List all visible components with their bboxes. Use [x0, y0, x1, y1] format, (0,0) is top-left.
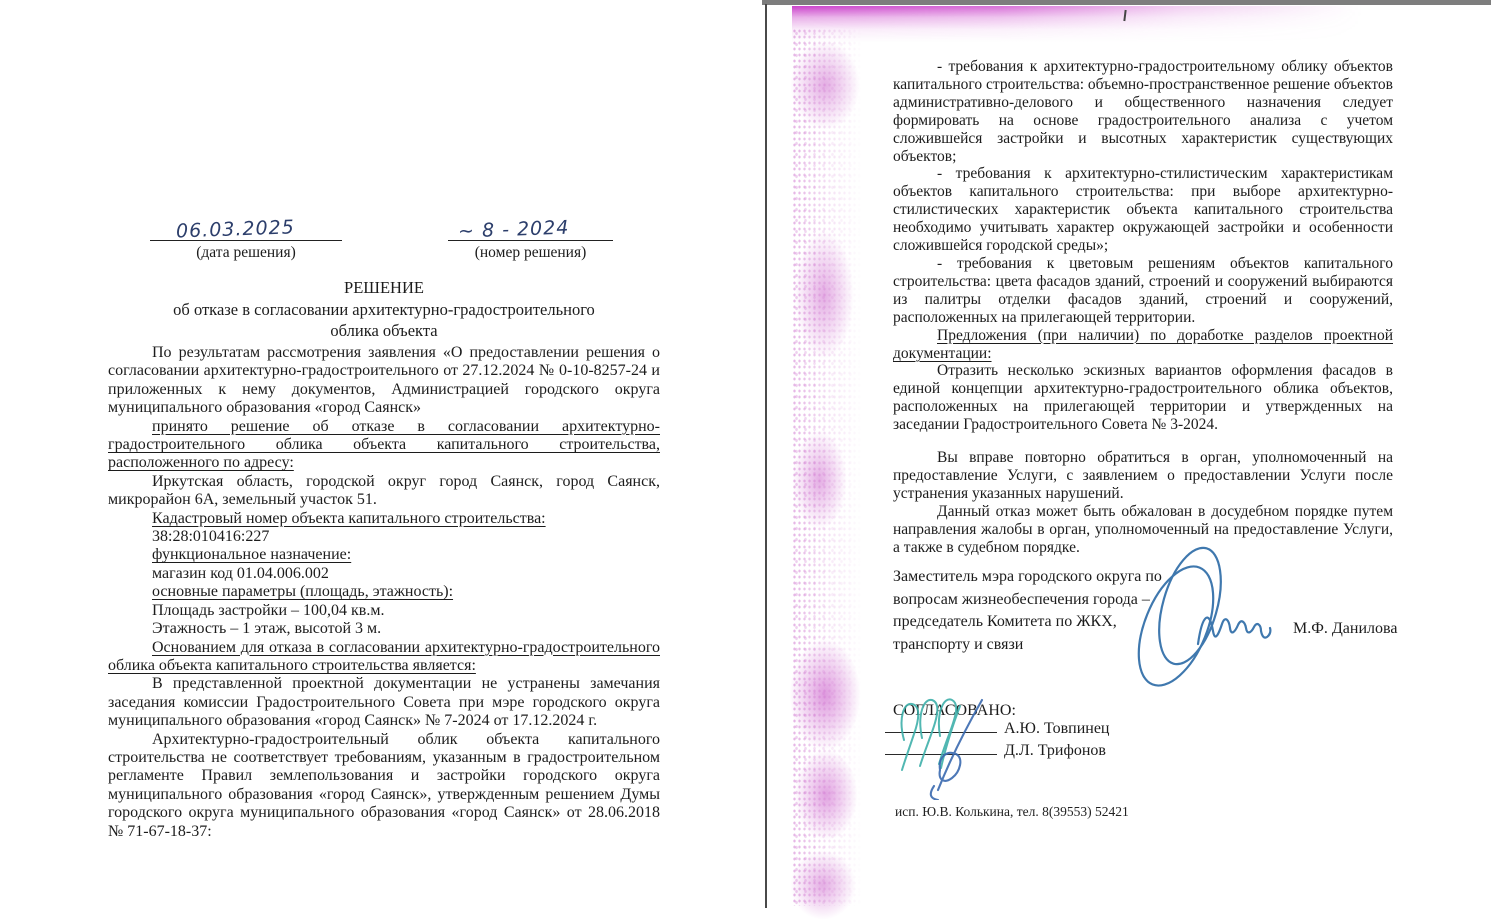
scan-artifact-blob	[790, 850, 856, 920]
paragraph: магазин код 01.04.006.002	[152, 564, 329, 582]
scan-artifact-blob	[794, 230, 854, 360]
paragraph: Архитектурно-градостроительный облик объекта капитального строительства не соответствует требованиям, указанным в градостроительном регламенте Правил землепользования и застройки городского округа муниципального образования «город Саянск», утвержденным решением Думы городского округа муниципального образования «город Саянск» от 28.06.2018 № 71-67-18-37:	[108, 730, 660, 840]
paragraph: Этажность – 1 этаж, высотой 3 м.	[152, 620, 382, 638]
paragraph: транспорту и связи	[893, 635, 1024, 653]
scan-artifact-blob	[790, 40, 860, 130]
signer-name: М.Ф. Данилова	[1293, 620, 1398, 637]
approver-name: Д.Л. Трифонов	[1004, 742, 1106, 759]
number-field-label: (номер решения)	[474, 244, 587, 261]
title-line-2: об отказе в согласовании архитектурно-градостроительного	[173, 299, 595, 319]
title-line-1: РЕШЕНИЕ	[344, 278, 424, 297]
paragraph: Иркутская область, городской округ город Саянск, город Саянск, микрорайон 6А, земельный участок 51.	[108, 472, 660, 509]
right-page-body	[893, 58, 1393, 556]
page-edge-line	[765, 4, 767, 908]
decision-number-field	[448, 218, 613, 262]
decision-date-field	[150, 218, 342, 262]
title-line-3: облика объекта	[330, 321, 438, 340]
paragraph: Кадастровый номер объекта капитального строительства:	[152, 509, 546, 527]
danilova-signature	[1128, 534, 1288, 699]
scan-artifact-blob	[795, 750, 857, 840]
executor-note: исп. Ю.В. Колькина, тел. 8(39553) 52421	[895, 804, 1129, 819]
paragraph: Данный отказ может быть обжалован в досудебном порядке путем направления жалобы в орган, уполномоченный на предоставление Услуги, а также в судебном порядке.	[893, 502, 1393, 556]
approval-signatures	[886, 690, 1021, 800]
paragraph: Заместитель мэра городского округа по	[893, 568, 1162, 585]
paragraph: функциональное назначение:	[152, 546, 352, 564]
paragraph: Отразить несколько эскизных вариантов оформления фасадов в единой концепции архитектурно-градостроительного облика объектов, расположенных на прилегающей территории и утвержденных на заседании Градостроительного Совета № 3-2024.	[893, 362, 1393, 434]
paragraph: По результатам рассмотрения заявления «О предоставлении решения о согласовании архитектурно-градостроительного от 27.12.2024 № 0-10-8257-24 и приложенных к нему документов, Администрацией городского округа муниципального образования «город Саянск»	[108, 344, 660, 417]
paragraph: - требования к архитектурно-градостроительному облику объектов капитального строительства: объемно-пространственное решение объектов административно-делового и общественного назначения следует формировать на основе градостроительного анализа с учетом сложившейся застройки и высотных характеристик существующих объектов;	[893, 58, 1393, 165]
scan-artifact-top-band	[792, 6, 1392, 42]
document-title	[108, 277, 660, 342]
paragraph: Основанием для отказа в согласовании архитектурно-градостроительного облика объекта капитального строительства является:	[108, 638, 660, 674]
paragraph: 38:28:010416:227	[152, 528, 270, 546]
paragraph: - требования к архитектурно-стилистическим характеристикам объектов капитального строительства: при выборе архитектурно-стилистических характеристик объекта капитального строительства необходимо учитывать характер окружающей застройки и особенности сложившейся городской среды»;	[893, 165, 1393, 255]
handwritten-date: 06.03.2025	[175, 216, 296, 243]
scan-artifact-blob	[792, 430, 847, 530]
handwritten-number: ~ 8 - 2024	[457, 216, 570, 243]
approver-name: А.Ю. Товпинец	[1004, 720, 1110, 737]
paragraph: принято решение об отказе в согласовании архитектурно-градостроительного облика объекта капитального строительства, расположенного по адресу:	[108, 417, 660, 472]
paragraph: председатель Комитета по ЖКХ,	[893, 613, 1117, 630]
scan-artifact-blob	[790, 640, 860, 750]
date-field-label: (дата решения)	[196, 244, 296, 261]
approval-heading: СОГЛАСОВАНО:	[893, 702, 1016, 719]
left-page-body	[108, 344, 660, 841]
paragraph: Вы вправе повторно обратиться в орган, уполномоченный на предоставление Услуги, с заявлением о предоставлении Услуги после устранения указанных нарушений.	[893, 449, 1393, 502]
paragraph: В представленной проектной документации не устранены замечания заседания комиссии Градостроительного Совета при мэре городского округа муниципального образования «город Саянск» № 7-2024 от 17.12.2024 г.	[108, 675, 660, 730]
paragraph: Предложения (при наличии) по доработке разделов проектной документации:	[893, 326, 1393, 362]
paragraph: - требования к цветовым решениям объектов капитального строительства: цвета фасадов зданий, строений и сооружений выбираются из палитры отделки фасадов зданий, строений и сооружений, расположенных на прилегающей территории.	[893, 254, 1393, 326]
paragraph: Площадь застройки – 100,04 кв.м.	[152, 601, 385, 619]
paragraph: основные параметры (площадь, этажность):	[152, 583, 454, 601]
scanner-edge-bar	[762, 0, 1491, 5]
paragraph: вопросам жизнеобеспечения города –	[893, 590, 1150, 608]
